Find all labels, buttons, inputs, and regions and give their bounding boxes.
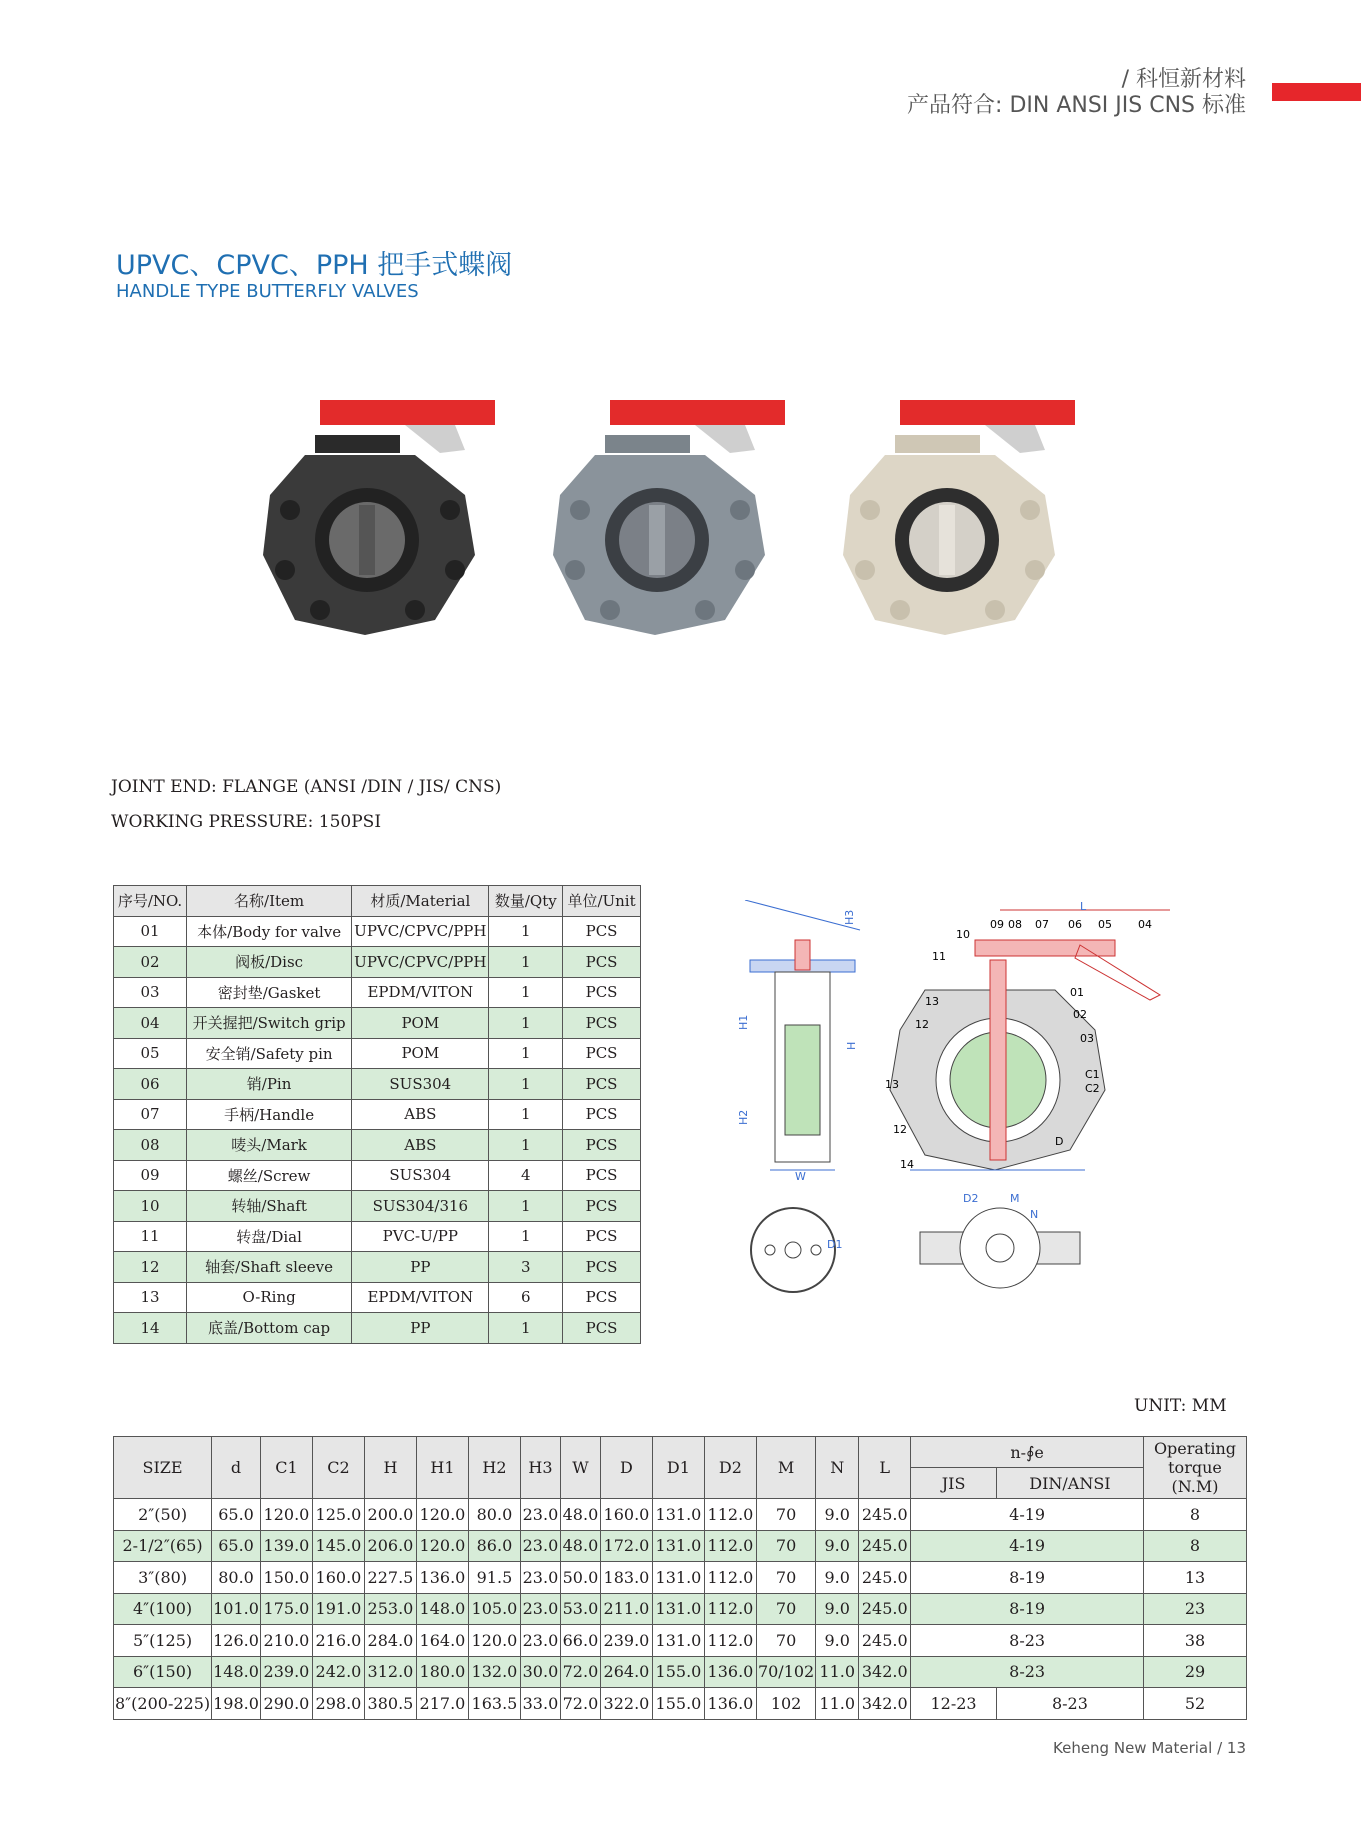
parts-row	[114, 1313, 641, 1344]
parts-cell: 1	[489, 1191, 563, 1222]
footer-separator: /	[1217, 1739, 1223, 1757]
dims-cell: 11.0	[816, 1656, 859, 1688]
dims-cell-ne: 8-23	[911, 1625, 1144, 1657]
dims-cell: 191.0	[312, 1593, 364, 1625]
side-view-drawing	[735, 900, 865, 1180]
dims-header-11: D2	[704, 1437, 756, 1499]
parts-row	[114, 1038, 641, 1069]
dims-cell: 23.0	[520, 1562, 560, 1594]
parts-cell: 6	[489, 1282, 563, 1313]
dims-cell: 112.0	[704, 1530, 756, 1562]
dims-cell: 160.0	[312, 1562, 364, 1594]
valve-body-cpvc	[553, 435, 765, 635]
dims-cell: 66.0	[560, 1625, 600, 1657]
parts-cell: 10	[114, 1191, 187, 1222]
dims-cell: 70/102	[756, 1656, 815, 1688]
parts-cell: 轴套/Shaft sleeve	[187, 1252, 352, 1283]
parts-cell: 11	[114, 1221, 187, 1252]
parts-cell: 13	[114, 1282, 187, 1313]
parts-cell: 02	[114, 947, 187, 978]
dims-cell: 145.0	[312, 1530, 364, 1562]
dims-cell: 227.5	[364, 1562, 416, 1594]
dims-cell: 160.0	[600, 1499, 652, 1531]
parts-cell: SUS304/316	[352, 1191, 489, 1222]
dims-cell: 3″(80)	[114, 1562, 212, 1594]
dims-cell: 136.0	[704, 1656, 756, 1688]
dims-cell: 23.0	[520, 1625, 560, 1657]
dims-cell: 2-1/2″(65)	[114, 1530, 212, 1562]
valve-image-cpvc	[545, 395, 795, 635]
dims-cell: 70	[756, 1562, 815, 1594]
parts-row	[114, 1099, 641, 1130]
dims-cell: 148.0	[212, 1656, 261, 1688]
dims-cell: 53.0	[560, 1593, 600, 1625]
dims-header-din-ansi: DIN/ANSI	[996, 1468, 1143, 1499]
dims-cell: 180.0	[416, 1656, 468, 1688]
parts-row	[114, 1069, 641, 1100]
header-accent-bar	[1272, 83, 1361, 101]
parts-header-unit: 单位/Unit	[563, 886, 641, 917]
dims-cell: 239.0	[260, 1656, 312, 1688]
page-subtitle: HANDLE TYPE BUTTERFLY VALVES	[116, 281, 419, 302]
parts-cell: EPDM/VITON	[352, 977, 489, 1008]
front-label-13a: 13	[925, 995, 939, 1008]
parts-cell: 唛头/Mark	[187, 1130, 352, 1161]
parts-row	[114, 1160, 641, 1191]
dims-cell: 112.0	[704, 1593, 756, 1625]
parts-cell: PCS	[563, 1069, 641, 1100]
label-n: N	[1030, 1208, 1039, 1221]
label-m: M	[1010, 1192, 1020, 1205]
parts-cell: PVC-U/PP	[352, 1221, 489, 1252]
dims-cell: 11.0	[816, 1688, 859, 1720]
front-label-07: 07	[1035, 918, 1049, 931]
dims-header-9: D	[600, 1437, 652, 1499]
parts-cell: 1	[489, 1221, 563, 1252]
dims-header-2: C1	[260, 1437, 312, 1499]
parts-cell: POM	[352, 1008, 489, 1039]
dims-cell: 112.0	[704, 1499, 756, 1531]
dims-cell: 131.0	[652, 1530, 704, 1562]
dims-header-1: d	[212, 1437, 261, 1499]
parts-cell: SUS304	[352, 1160, 489, 1191]
parts-cell: 09	[114, 1160, 187, 1191]
dims-cell: 245.0	[859, 1562, 911, 1594]
dims-cell: 155.0	[652, 1656, 704, 1688]
dims-cell: 70	[756, 1593, 815, 1625]
parts-cell: 安全销/Safety pin	[187, 1038, 352, 1069]
dims-cell-ne: 8-19	[911, 1562, 1144, 1594]
dims-cell: 183.0	[600, 1562, 652, 1594]
dims-cell: 5″(125)	[114, 1625, 212, 1657]
unit-label: UNIT: MM	[1134, 1396, 1227, 1416]
dims-header-0: SIZE	[114, 1437, 212, 1499]
dims-cell: 23.0	[520, 1530, 560, 1562]
parts-cell: 1	[489, 977, 563, 1008]
dims-cell: 211.0	[600, 1593, 652, 1625]
parts-cell: SUS304	[352, 1069, 489, 1100]
parts-cell: 1	[489, 1008, 563, 1039]
dims-cell: 2″(50)	[114, 1499, 212, 1531]
dims-cell: 216.0	[312, 1625, 364, 1657]
parts-cell: 1	[489, 1099, 563, 1130]
footer	[1053, 1739, 1246, 1757]
header-standards: 产品符合: DIN ANSI JIS CNS 标准	[907, 93, 1246, 118]
parts-cell: 本体/Body for valve	[187, 916, 352, 947]
dims-header-13: N	[816, 1437, 859, 1499]
dims-cell: 48.0	[560, 1530, 600, 1562]
dims-cell: 155.0	[652, 1688, 704, 1720]
dims-cell: 70	[756, 1530, 815, 1562]
parts-header-qty: 数量/Qty	[489, 886, 563, 917]
dims-cell: 290.0	[260, 1688, 312, 1720]
dial-view-drawing	[745, 1200, 845, 1300]
dims-cell: 125.0	[312, 1499, 364, 1531]
dims-cell: 112.0	[704, 1625, 756, 1657]
parts-cell: PCS	[563, 977, 641, 1008]
dims-cell-torque: 8	[1144, 1530, 1247, 1562]
parts-cell: 06	[114, 1069, 187, 1100]
dims-cell: 105.0	[468, 1593, 520, 1625]
parts-cell: ABS	[352, 1099, 489, 1130]
dims-cell: 48.0	[560, 1499, 600, 1531]
dims-cell: 120.0	[416, 1530, 468, 1562]
parts-row	[114, 916, 641, 947]
parts-cell: ABS	[352, 1130, 489, 1161]
parts-cell: 12	[114, 1252, 187, 1283]
valve-image-upvc	[255, 395, 505, 635]
dims-cell: 245.0	[859, 1625, 911, 1657]
label-h3: H3	[843, 909, 856, 925]
dims-cell: 342.0	[859, 1688, 911, 1720]
dims-cell: 245.0	[859, 1593, 911, 1625]
dims-cell: 9.0	[816, 1499, 859, 1531]
front-label-c2: C2	[1085, 1082, 1100, 1095]
dims-cell-torque: 52	[1144, 1688, 1247, 1720]
dims-cell: 86.0	[468, 1530, 520, 1562]
dims-cell: 6″(150)	[114, 1656, 212, 1688]
dims-cell: 80.0	[212, 1562, 261, 1594]
front-label-14: 14	[900, 1158, 914, 1171]
dims-cell: 33.0	[520, 1688, 560, 1720]
dims-cell: 284.0	[364, 1625, 416, 1657]
front-label-01: 01	[1070, 986, 1084, 999]
dims-cell: 150.0	[260, 1562, 312, 1594]
dims-cell: 136.0	[416, 1562, 468, 1594]
dims-cell: 312.0	[364, 1656, 416, 1688]
dims-header-4: H	[364, 1437, 416, 1499]
dims-cell: 148.0	[416, 1593, 468, 1625]
parts-cell: 1	[489, 1038, 563, 1069]
dims-cell: 91.5	[468, 1562, 520, 1594]
dims-cell: 198.0	[212, 1688, 261, 1720]
dims-row	[114, 1530, 1247, 1562]
dims-cell: 9.0	[816, 1593, 859, 1625]
front-label-d: D	[1055, 1135, 1064, 1148]
parts-cell: 密封垫/Gasket	[187, 977, 352, 1008]
parts-row	[114, 1282, 641, 1313]
front-label-02: 02	[1073, 1008, 1087, 1021]
parts-cell: PP	[352, 1313, 489, 1344]
dims-row	[114, 1593, 1247, 1625]
parts-cell: EPDM/VITON	[352, 1282, 489, 1313]
dims-cell: 131.0	[652, 1593, 704, 1625]
dims-cell: 163.5	[468, 1688, 520, 1720]
parts-cell: O-Ring	[187, 1282, 352, 1313]
dims-cell-torque: 23	[1144, 1593, 1247, 1625]
dims-cell: 131.0	[652, 1499, 704, 1531]
dims-cell: 175.0	[260, 1593, 312, 1625]
dims-header-6: H2	[468, 1437, 520, 1499]
valve-body-pph	[843, 435, 1055, 635]
page-number: 13	[1226, 1739, 1246, 1757]
dims-cell: 298.0	[312, 1688, 364, 1720]
top-view-drawing	[915, 1190, 1085, 1300]
dims-cell: 9.0	[816, 1625, 859, 1657]
dims-cell: 136.0	[704, 1688, 756, 1720]
parts-row	[114, 977, 641, 1008]
dims-cell-ne-din: 8-23	[996, 1688, 1143, 1720]
parts-cell: 转轴/Shaft	[187, 1191, 352, 1222]
parts-cell: PCS	[563, 1282, 641, 1313]
dims-row	[114, 1499, 1247, 1531]
dims-cell: 9.0	[816, 1530, 859, 1562]
dims-cell: 120.0	[468, 1625, 520, 1657]
dims-cell: 4″(100)	[114, 1593, 212, 1625]
parts-cell: 03	[114, 977, 187, 1008]
parts-row	[114, 1130, 641, 1161]
label-w: W	[795, 1170, 806, 1180]
dims-cell: 131.0	[652, 1562, 704, 1594]
parts-cell: 销/Pin	[187, 1069, 352, 1100]
handle-upvc	[320, 400, 495, 425]
dims-cell: 342.0	[859, 1656, 911, 1688]
dims-header-5: H1	[416, 1437, 468, 1499]
dims-cell: 131.0	[652, 1625, 704, 1657]
front-label-11: 11	[932, 950, 946, 963]
parts-cell: 1	[489, 947, 563, 978]
parts-cell: 阀板/Disc	[187, 947, 352, 978]
dims-cell: 23.0	[520, 1593, 560, 1625]
parts-row	[114, 1191, 641, 1222]
dims-cell: 126.0	[212, 1625, 261, 1657]
front-label-l: L	[1080, 900, 1087, 913]
dims-cell-ne: 8-19	[911, 1593, 1144, 1625]
front-label-10: 10	[956, 928, 970, 941]
dimensions-table	[113, 1436, 1247, 1720]
parts-cell: POM	[352, 1038, 489, 1069]
dims-cell: 101.0	[212, 1593, 261, 1625]
dims-header-torque: Operating torque (N.M)	[1144, 1437, 1247, 1499]
front-label-c1: C1	[1085, 1068, 1100, 1081]
parts-cell: 4	[489, 1160, 563, 1191]
label-h: H	[845, 1041, 858, 1050]
front-label-05: 05	[1098, 918, 1112, 931]
dims-cell: 9.0	[816, 1562, 859, 1594]
working-pressure-spec: WORKING PRESSURE: 150PSI	[111, 812, 382, 832]
parts-cell: 1	[489, 1130, 563, 1161]
parts-cell: UPVC/CPVC/PPH	[352, 947, 489, 978]
parts-cell: PCS	[563, 1130, 641, 1161]
dims-cell: 206.0	[364, 1530, 416, 1562]
parts-cell: PCS	[563, 947, 641, 978]
parts-header-material: 材质/Material	[352, 886, 489, 917]
dims-cell: 102	[756, 1688, 815, 1720]
dims-cell-torque: 8	[1144, 1499, 1247, 1531]
parts-header-no: 序号/NO.	[114, 886, 187, 917]
dims-cell: 72.0	[560, 1688, 600, 1720]
dims-cell-ne: 4-19	[911, 1530, 1144, 1562]
parts-row	[114, 1008, 641, 1039]
dims-cell: 164.0	[416, 1625, 468, 1657]
dims-cell: 245.0	[859, 1530, 911, 1562]
valve-body-upvc	[263, 435, 475, 635]
parts-cell: 1	[489, 1313, 563, 1344]
footer-brand: Keheng New Material	[1053, 1739, 1213, 1757]
dims-cell: 65.0	[212, 1530, 261, 1562]
parts-row	[114, 1221, 641, 1252]
label-d1: D1	[827, 1238, 843, 1251]
dims-cell: 112.0	[704, 1562, 756, 1594]
parts-cell: PCS	[563, 1038, 641, 1069]
dims-header-3: C2	[312, 1437, 364, 1499]
dims-cell: 23.0	[520, 1499, 560, 1531]
dims-row	[114, 1562, 1247, 1594]
dims-cell: 70	[756, 1625, 815, 1657]
dims-cell-ne-jis: 12-23	[911, 1688, 997, 1720]
front-view-drawing	[880, 900, 1170, 1190]
parts-cell: 01	[114, 916, 187, 947]
parts-row	[114, 947, 641, 978]
dims-cell: 264.0	[600, 1656, 652, 1688]
parts-cell: 底盖/Bottom cap	[187, 1313, 352, 1344]
parts-cell: PCS	[563, 1191, 641, 1222]
page-title: UPVC、CPVC、PPH 把手式蝶阀	[116, 250, 513, 281]
dims-header-7: H3	[520, 1437, 560, 1499]
parts-cell: PCS	[563, 1160, 641, 1191]
dims-cell-ne: 8-23	[911, 1656, 1144, 1688]
parts-cell: PCS	[563, 1252, 641, 1283]
parts-cell: 07	[114, 1099, 187, 1130]
dims-cell-torque: 29	[1144, 1656, 1247, 1688]
handle-pph	[900, 400, 1075, 425]
front-label-12b: 12	[893, 1123, 907, 1136]
dims-cell: 200.0	[364, 1499, 416, 1531]
parts-cell: 14	[114, 1313, 187, 1344]
front-label-09: 09	[990, 918, 1004, 931]
label-h1: H1	[737, 1014, 750, 1030]
dims-cell: 253.0	[364, 1593, 416, 1625]
parts-cell: PCS	[563, 1221, 641, 1252]
dims-header-12: M	[756, 1437, 815, 1499]
dims-cell: 65.0	[212, 1499, 261, 1531]
dims-cell: 80.0	[468, 1499, 520, 1531]
parts-cell: 1	[489, 1069, 563, 1100]
front-label-04: 04	[1138, 918, 1152, 931]
front-label-06: 06	[1068, 918, 1082, 931]
dims-cell: 172.0	[600, 1530, 652, 1562]
parts-cell: 1	[489, 916, 563, 947]
header-company: / 科恒新材料	[1121, 67, 1246, 92]
dims-cell: 70	[756, 1499, 815, 1531]
parts-cell: 3	[489, 1252, 563, 1283]
dims-cell: 217.0	[416, 1688, 468, 1720]
parts-cell: PCS	[563, 1008, 641, 1039]
parts-cell: PCS	[563, 1099, 641, 1130]
parts-cell: 手柄/Handle	[187, 1099, 352, 1130]
label-d2: D2	[963, 1192, 979, 1205]
front-label-03: 03	[1080, 1032, 1094, 1045]
parts-cell: 螺丝/Screw	[187, 1160, 352, 1191]
dims-header-14: L	[859, 1437, 911, 1499]
front-label-12a: 12	[915, 1018, 929, 1031]
parts-cell: 08	[114, 1130, 187, 1161]
dims-cell: 50.0	[560, 1562, 600, 1594]
dims-cell: 120.0	[260, 1499, 312, 1531]
valve-image-pph	[835, 395, 1085, 635]
dims-header-8: W	[560, 1437, 600, 1499]
parts-cell: 开关握把/Switch grip	[187, 1008, 352, 1039]
dims-cell: 139.0	[260, 1530, 312, 1562]
dims-cell: 132.0	[468, 1656, 520, 1688]
parts-table	[113, 885, 641, 1344]
dims-row	[114, 1625, 1247, 1657]
dims-cell-torque: 38	[1144, 1625, 1247, 1657]
dims-cell: 8″(200-225)	[114, 1688, 212, 1720]
dims-cell: 322.0	[600, 1688, 652, 1720]
dims-row	[114, 1688, 1247, 1720]
dims-cell: 242.0	[312, 1656, 364, 1688]
dims-cell-torque: 13	[1144, 1562, 1247, 1594]
parts-cell: 转盘/Dial	[187, 1221, 352, 1252]
dims-cell: 30.0	[520, 1656, 560, 1688]
parts-cell: PP	[352, 1252, 489, 1283]
parts-cell: PCS	[563, 1313, 641, 1344]
parts-cell: PCS	[563, 916, 641, 947]
dims-row	[114, 1656, 1247, 1688]
dims-cell: 120.0	[416, 1499, 468, 1531]
parts-cell: 05	[114, 1038, 187, 1069]
dims-header-ne: n-∮e	[911, 1437, 1144, 1468]
parts-header-item: 名称/Item	[187, 886, 352, 917]
dims-cell-ne: 4-19	[911, 1499, 1144, 1531]
dims-cell: 239.0	[600, 1625, 652, 1657]
parts-cell: 04	[114, 1008, 187, 1039]
parts-cell: UPVC/CPVC/PPH	[352, 916, 489, 947]
dims-cell: 380.5	[364, 1688, 416, 1720]
front-label-08: 08	[1008, 918, 1022, 931]
dims-cell: 72.0	[560, 1656, 600, 1688]
dims-header-jis: JIS	[911, 1468, 997, 1499]
front-label-13b: 13	[885, 1078, 899, 1091]
parts-row	[114, 1252, 641, 1283]
label-h2: H2	[737, 1109, 750, 1125]
dims-cell: 245.0	[859, 1499, 911, 1531]
dims-cell: 210.0	[260, 1625, 312, 1657]
handle-cpvc	[610, 400, 785, 425]
dims-header-10: D1	[652, 1437, 704, 1499]
joint-end-spec: JOINT END: FLANGE (ANSI /DIN / JIS/ CNS)	[111, 777, 502, 797]
